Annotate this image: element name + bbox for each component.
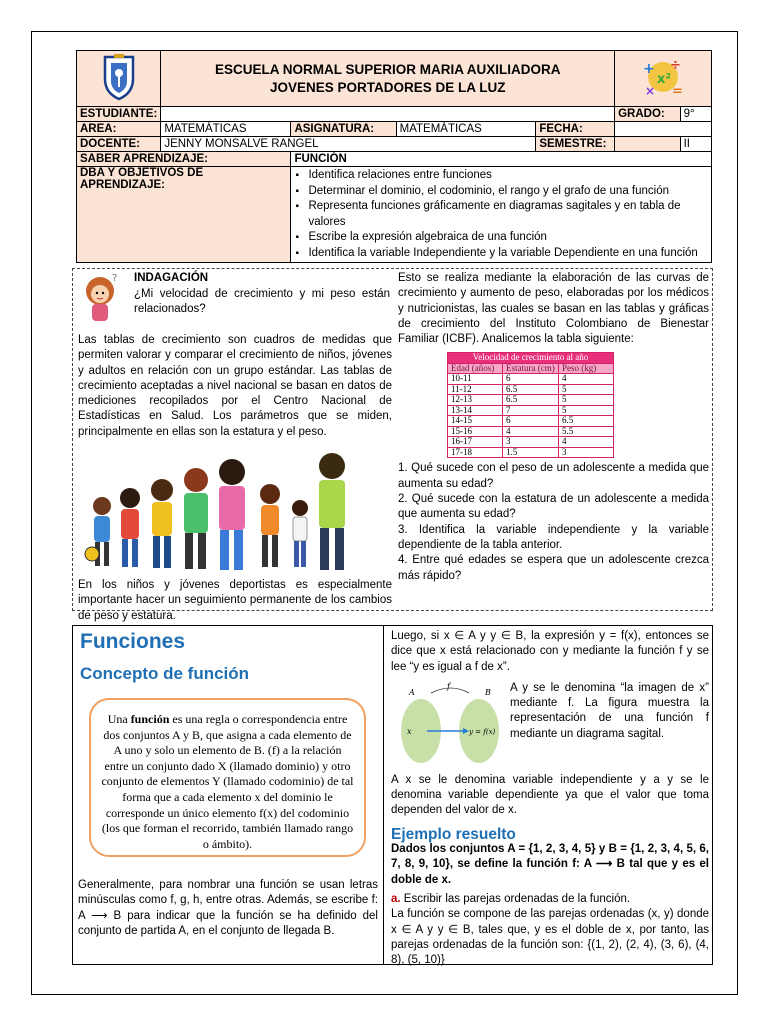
math-logo-cell: [615, 51, 712, 107]
objective-item: ▪ Representa funciones gráficamente en diagramas sagitales y en tabla de valores: [294, 199, 708, 230]
svg-text:=: =: [672, 84, 683, 99]
table-cell: 5: [559, 384, 614, 395]
table-cell: 6.5: [503, 384, 559, 395]
grado-label: GRADO:: [615, 107, 680, 122]
svg-text:+: +: [643, 61, 655, 77]
table-cell: 3: [503, 437, 559, 448]
svg-text:x²: x²: [657, 72, 672, 87]
school-name: ESCUELA NORMAL SUPERIOR MARIA AUXILIADORA: [214, 61, 561, 77]
definition-keyword: función: [130, 712, 170, 726]
math-symbols-icon: [637, 51, 689, 103]
notation-paragraph: Generalmente, para nombrar una función se usan letras minúsculas como f, g, h, entre otras. Además, se escribe f: A ⟶ B para indicar que la función se ha definido del conjunto de partida A, en el conjunto de llegada B.: [78, 879, 378, 937]
set-b-label: B: [485, 687, 491, 697]
table-row: [448, 416, 614, 427]
table-cell: 14-15: [448, 416, 503, 427]
table-cell: 11-12: [448, 384, 503, 395]
fecha-label: FECHA:: [536, 122, 615, 137]
table-cell: 4: [503, 426, 559, 437]
growth-table-caption: Velocidad de crecimiento al año: [448, 353, 614, 364]
objective-item: ▪ Identifica relaciones entre funciones: [294, 168, 708, 184]
function-arc: [431, 688, 469, 693]
table-cell: 7: [503, 405, 559, 416]
variables-paragraph: A x se le denomina variable independiente y a y se le denomina variable dependiente ya que el valor que toma dependen del valor de x.: [391, 773, 709, 817]
table-cell: 13-14: [448, 405, 503, 416]
estudiante-label: ESTUDIANTE:: [77, 107, 161, 122]
definition-text: es una regla o correspondencia entre dos conjuntos A y B, que asigna a cada elemento de A uno y solo un elemento de B. (f) a la relación entre un conjunto dado X (llamado dominio) y otro conjunto de elementos Y (llamado codominio) de tal forma que a cada elemento x del dominio le corresponde un único elemento f(x) del codominio (los que forman el recorrido, también llamado rango o ámbito).: [101, 712, 354, 851]
table-cell: 6.5: [503, 395, 559, 406]
funciones-title: Funciones: [80, 630, 186, 653]
definition-pre: Una: [107, 712, 131, 726]
x-label: x: [407, 726, 412, 736]
table-cell: 16-17: [448, 437, 503, 448]
objective-item: ▪ Identifica la variable Independiente y la variable Dependiente en una función: [294, 246, 708, 262]
questions-list: [398, 461, 709, 583]
fecha-field[interactable]: [615, 122, 712, 137]
thinking-girl-icon: [82, 271, 122, 323]
table-cell: 12-13: [448, 395, 503, 406]
ejemplo-statement: Dados los conjuntos A = {1, 2, 3, 4, 5} y B = {1, 2, 3, 4, 5, 6, 7, 8, 9, 10}, se define la función f: A ⟶ B tal que y es el doble de x.: [391, 843, 709, 886]
svg-text:?: ?: [112, 273, 118, 284]
objective-item: ▪ Escribe la expresión algebraica de una función: [294, 230, 708, 246]
question-item: 1. Qué sucede con el peso de un adolescente a medida que aumenta su edad?: [398, 462, 709, 490]
grado-value: 9°: [680, 107, 711, 122]
indagacion-paragraph-2: En los niños y jóvenes deportistas es especialmente importante hacer un seguimiento permanente de los cambios de peso y estatura.: [78, 579, 392, 622]
ejemplo-item-a: [391, 892, 709, 907]
table-cell: 17-18: [448, 447, 503, 458]
area-value: MATEMÁTICAS: [161, 122, 291, 137]
estudiante-field[interactable]: [161, 107, 615, 122]
table-cell: 6: [503, 416, 559, 427]
table-row: [448, 395, 614, 406]
table-cell: 4: [559, 437, 614, 448]
question-item: 4. Entre qué edades se espera que un adolescente crezca más rápido?: [398, 554, 709, 582]
dba-label: DBA Y OBJETIVOS DE APRENDIZAJE:: [77, 167, 291, 263]
growth-table: [447, 352, 614, 458]
objectives-list: [294, 168, 708, 261]
ejemplo-title: Ejemplo resuelto: [391, 825, 516, 843]
question-item: 2. Qué sucede con la estatura de un adolescente a medida que aumenta su edad?: [398, 493, 709, 521]
indagacion-paragraph-1: Las tablas de crecimiento son cuadros de medidas que permiten valorar y comparar el crecimiento de niños, jóvenes y adultos en relación con un grupo estándar. Las tablas de crecimiento aceptadas a nivel nacional se basan en datos de mediciones recopilados por el Centro Nacional de Estadísticas en Salud. Los parámetros que se miden, principalmente en ellas son la estatura y el peso.: [78, 334, 392, 438]
saber-value: FUNCIÓN: [291, 152, 712, 167]
table-cell: 4: [559, 374, 614, 385]
table-cell: 1.5: [503, 447, 559, 458]
sagittal-diagram: [391, 681, 503, 767]
table-row: [448, 426, 614, 437]
growth-table-header: Edad (años): [448, 363, 503, 374]
ejemplo-solution: La función se compone de las parejas ordenadas (x, y) donde x ∈ A y y ∈ B, tales que, y es el doble de x, por tanto, las parejas ordenadas de la función son: {(1, 2), (2, 4), (3, 6), (4, 8), (5, 10)}: [391, 908, 709, 967]
item-a-text: Escribir las parejas ordenadas de la función.: [400, 892, 631, 905]
concepto-title: Concepto de función: [80, 664, 250, 683]
table-cell: 15-16: [448, 426, 503, 437]
imagen-paragraph: A y se le denomina “la imagen de x” mediante f. La figura muestra la representación de una función f mediante un diagrama sagital.: [510, 681, 709, 740]
table-cell: 5: [559, 405, 614, 416]
definition-box: [89, 698, 366, 857]
growth-table-header: Estatura (cm): [503, 363, 559, 374]
svg-text:÷: ÷: [670, 58, 681, 73]
indagacion-question: ¿Mi velocidad de crecimiento y mi peso están relacionados?: [134, 288, 390, 316]
indagacion-heading: [78, 269, 392, 333]
funciones-section: [72, 625, 713, 965]
asignatura-label: ASIGNATURA:: [291, 122, 396, 137]
question-item: 3. Identifica la variable independiente y la variable dependiente de la tabla anterior.: [398, 523, 709, 551]
table-cell: 6.5: [559, 416, 614, 427]
funciones-right-column: [391, 629, 709, 968]
table-cell: 3: [559, 447, 614, 458]
semestre-label: SEMESTRE:: [536, 137, 615, 152]
dba-objectives: [291, 167, 712, 263]
indagacion-right-column: [398, 271, 709, 584]
school-crest-icon: [102, 53, 136, 101]
y-label: y = f(x): [469, 727, 496, 736]
objective-item: ▪ Determinar el dominio, el codominio, el rango y el grafo de una función: [294, 184, 708, 200]
svg-text:×: ×: [645, 84, 656, 98]
semestre-value: II: [680, 137, 711, 152]
header-table: [76, 50, 712, 263]
area-label: AREA:: [77, 122, 161, 137]
item-letter: a.: [391, 892, 401, 905]
school-logo-cell: [77, 51, 161, 107]
funciones-left-column: [73, 626, 383, 937]
set-a-label: A: [409, 687, 415, 697]
table-cell: 5.5: [559, 426, 614, 437]
asignatura-value: MATEMÁTICAS: [396, 122, 536, 137]
relation-paragraph: Luego, si x ∈ A y y ∈ B, la expresión y = f(x), entonces se dice que x está relacionado con y mediante la función f y se lee “y es igual a f de x”.: [391, 630, 709, 673]
table-cell: 6: [503, 374, 559, 385]
indagacion-section: [72, 268, 713, 622]
table-cell: 10-11: [448, 374, 503, 385]
growth-table-header: Peso (kg): [559, 363, 614, 374]
indagacion-left-column: [78, 269, 392, 624]
semestre-spacer: [615, 137, 680, 152]
indagacion-title: INDAGACIÓN: [134, 272, 209, 284]
table-row: [448, 374, 614, 385]
table-row: [448, 437, 614, 448]
saber-label: SABER APRENDIZAJE:: [77, 152, 291, 167]
table-row: [448, 447, 614, 458]
school-title: [161, 51, 615, 107]
column-divider: [383, 626, 384, 964]
sagittal-block: [391, 681, 709, 769]
table-cell: 5: [559, 395, 614, 406]
function-f-label: f: [447, 681, 450, 691]
table-row: [448, 405, 614, 416]
table-row: [448, 384, 614, 395]
children-group-icon: [80, 446, 380, 576]
school-motto: JOVENES PORTADORES DE LA LUZ: [269, 79, 506, 95]
indagacion-right-intro: Esto se realiza mediante la elaboración de las curvas de crecimiento y aumento de peso, elaboradas por los médicos y nutricionistas, las cuales se basan en las tablas y gráficas de crecimiento del Instituto Colombiano de Bienestar Familiar (ICBF). Analicemos la tabla siguiente:: [398, 272, 709, 346]
docente-label: DOCENTE:: [77, 137, 161, 152]
docente-value: JENNY MONSALVE RANGEL: [161, 137, 536, 152]
